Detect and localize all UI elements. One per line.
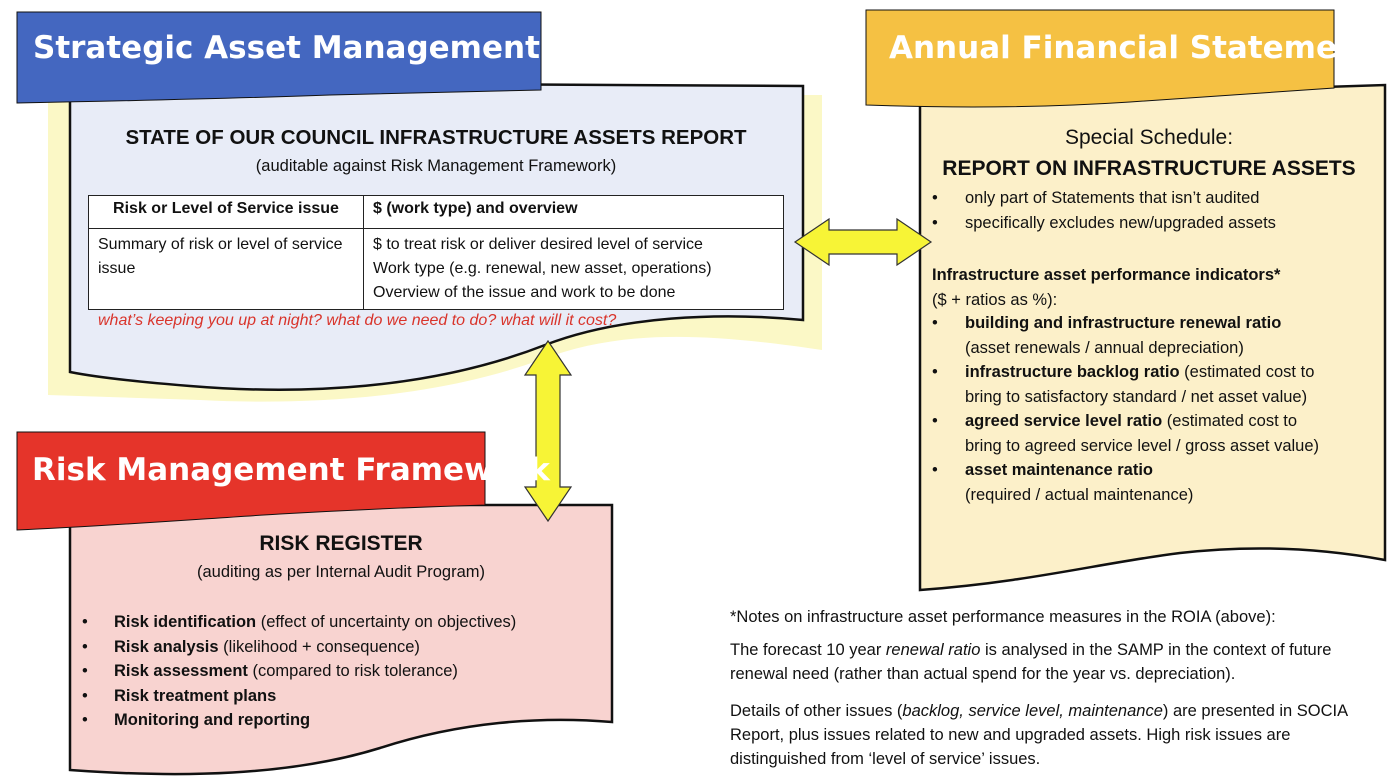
indicator-item: • building and infrastructure renewal ratio (asset renewals / annual depreciation) xyxy=(932,311,1319,360)
table-cell-summary: Summary of risk or level of service issue xyxy=(89,229,364,310)
risk-register-list xyxy=(82,610,516,733)
indicator-item: • infrastructure backlog ratio (estimated cost to bring to satisfactory standard / net asset value) xyxy=(932,360,1319,409)
samp-report-title: STATE OF OUR COUNCIL INFRASTRUCTURE ASSETS REPORT xyxy=(125,126,747,149)
risk-register-title: RISK REGISTER xyxy=(259,532,423,555)
table-header-issue: Risk or Level of Service issue xyxy=(89,196,364,229)
indicator-item: • asset maintenance ratio (required / actual maintenance) xyxy=(932,458,1319,507)
samp-report-subtitle: (auditable against Risk Management Framework) xyxy=(255,157,617,175)
samp-banner-title: Strategic Asset Management Plan xyxy=(33,30,628,66)
list-item: • Monitoring and reporting xyxy=(82,708,516,733)
table-header-overview: $ (work type) and overview xyxy=(364,196,784,229)
notes-paragraph-other: Details of other issues (backlog, service level, maintenance) are presented in SOCIA Report, plus issues related to new and upgraded assets. High risk issues are distinguished from ‘level of service’ issues. xyxy=(730,702,1348,768)
samp-issue-table xyxy=(88,195,784,310)
indicator-item: • agreed service level ratio (estimated cost to bring to agreed service level / gross asset value) xyxy=(932,409,1319,458)
vertical-double-arrow xyxy=(525,341,571,521)
overview-line: Overview of the issue and work to be done xyxy=(373,284,676,301)
overview-line: $ to treat risk or deliver desired level of service xyxy=(373,236,703,253)
overview-line: Work type (e.g. renewal, new asset, operations) xyxy=(373,260,712,277)
notes-paragraph-renewal: The forecast 10 year renewal ratio is analysed in the SAMP in the context of future renewal need (rather than actual spend for the year vs. depreciation). xyxy=(730,641,1332,683)
risk-register-subtitle: (auditing as per Internal Audit Program) xyxy=(197,563,485,581)
indicators-list xyxy=(932,311,1319,507)
rmf-banner-title: Risk Management Framework xyxy=(32,452,550,488)
list-item: • Risk assessment (compared to risk tolerance) xyxy=(82,659,516,684)
afs-report-title: REPORT ON INFRASTRUCTURE ASSETS xyxy=(942,157,1356,180)
samp-key-questions: what’s keeping you up at night? what do we need to do? what will it cost? xyxy=(98,312,617,329)
list-item: • Risk treatment plans xyxy=(82,684,516,709)
afs-bullets xyxy=(932,186,1276,235)
table-header-row xyxy=(89,196,784,229)
table-cell-overview xyxy=(364,229,784,310)
afs-banner-title: Annual Financial Statements xyxy=(889,30,1393,66)
list-item: • Risk analysis (likelihood + consequence) xyxy=(82,635,516,660)
list-item: • only part of Statements that isn’t audited xyxy=(932,186,1276,211)
list-item: • specifically excludes new/upgraded assets xyxy=(932,211,1276,236)
afs-schedule-label: Special Schedule: xyxy=(1064,126,1234,149)
indicators-heading: Infrastructure asset performance indicators* ($ + ratios as %): xyxy=(932,266,1281,309)
table-row xyxy=(89,229,784,310)
notes-heading: *Notes on infrastructure asset performance measures in the ROIA (above): xyxy=(730,608,1276,626)
list-item: • Risk identification (effect of uncertainty on objectives) xyxy=(82,610,516,635)
